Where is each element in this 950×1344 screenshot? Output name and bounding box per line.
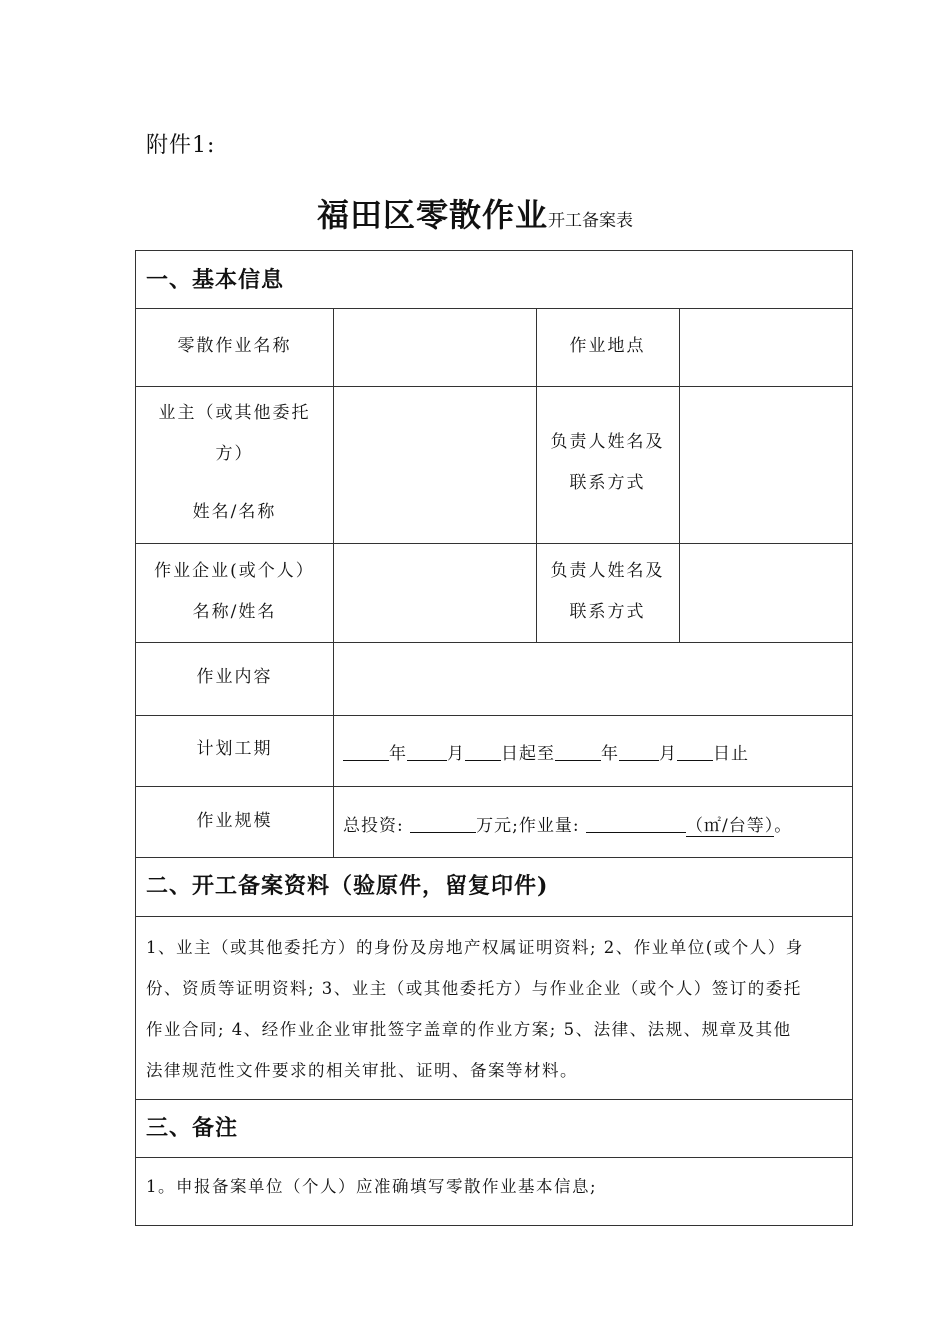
materials-text — [146, 927, 846, 1091]
contractor-label-line2: 名称/姓名 — [192, 602, 277, 622]
work-name-field[interactable] — [334, 309, 536, 386]
contractor-contact-label — [536, 551, 679, 633]
start-year-blank[interactable] — [343, 742, 389, 761]
rule — [136, 857, 852, 858]
registration-form — [135, 250, 853, 1226]
work-content-field[interactable] — [334, 643, 852, 715]
month2-text: 月 — [659, 744, 677, 764]
owner-label — [136, 393, 333, 533]
attachment-label: 附件1: — [146, 133, 216, 158]
day-to-text: 日止 — [713, 744, 749, 764]
end-month-blank[interactable] — [619, 742, 659, 761]
materials-line: 1、业主（或其他委托方）的身份及房地产权属证明资料; 2、作业单位(或个人）身 — [146, 938, 804, 957]
owner-label-line2: 方） — [215, 444, 254, 464]
owner-label-line3: 姓名/名称 — [192, 502, 277, 522]
quantity-blank[interactable] — [586, 814, 686, 833]
remarks-text — [146, 1166, 846, 1207]
section-remarks-heading: 三、备注 — [146, 1115, 239, 1141]
investment-blank[interactable] — [410, 814, 476, 833]
contractor-label-line1: 作业企业(或个人） — [154, 561, 315, 581]
owner-label-line1: 业主（或其他委托 — [158, 403, 311, 423]
owner-contact-label-line1: 负责人姓名及 — [550, 432, 665, 452]
owner-contact-field[interactable] — [680, 387, 852, 543]
start-month-blank[interactable] — [407, 742, 447, 761]
year-text: 年 — [389, 744, 407, 764]
investment-unit: 万元;作业量: — [476, 816, 580, 836]
rule — [136, 916, 852, 917]
section-basic-info-heading: 一、基本信息 — [146, 267, 285, 293]
owner-name-field[interactable] — [334, 387, 536, 543]
work-location-label: 作业地点 — [569, 336, 646, 356]
contractor-contact-field[interactable] — [680, 544, 852, 642]
materials-line: 作业合同; 4、经作业企业审批签字盖章的作业方案; 5、法律、法规、规章及其他 — [146, 1020, 792, 1039]
scale-end: 。 — [774, 816, 793, 836]
materials-line: 份、资质等证明资料; 3、业主（或其他委托方）与作业企业（或个人）签订的委托 — [146, 979, 802, 998]
owner-contact-label — [536, 422, 679, 504]
contractor-name-field[interactable] — [334, 544, 536, 642]
day-from-text: 日起至 — [501, 744, 555, 764]
quantity-unit: （㎡/台等） — [686, 816, 775, 836]
rule — [136, 1157, 852, 1158]
contractor-contact-label-line1: 负责人姓名及 — [550, 561, 665, 581]
end-year-blank[interactable] — [555, 742, 601, 761]
scale-field[interactable] — [343, 811, 792, 836]
section-materials-heading: 二、开工备案资料（验原件，留复印件) — [146, 873, 549, 899]
schedule-field[interactable] — [343, 739, 749, 764]
scale-label: 作业规模 — [196, 811, 273, 831]
schedule-label: 计划工期 — [196, 739, 273, 759]
start-day-blank[interactable] — [465, 742, 501, 761]
rule — [136, 786, 852, 787]
form-title-suffix: 开工备案表 — [548, 211, 633, 231]
work-content-label: 作业内容 — [196, 667, 273, 687]
end-day-blank[interactable] — [677, 742, 713, 761]
investment-prefix: 总投资: — [343, 816, 404, 836]
month-text: 月 — [447, 744, 465, 764]
work-name-label: 零散作业名称 — [177, 336, 292, 356]
materials-line: 法律规范性文件要求的相关审批、证明、备案等材料。 — [146, 1061, 578, 1080]
work-location-field[interactable] — [680, 309, 852, 386]
remarks-line: 1。申报备案单位（个人）应准确填写零散作业基本信息; — [146, 1177, 598, 1196]
owner-contact-label-line2: 联系方式 — [569, 473, 646, 493]
contractor-label — [136, 551, 333, 633]
year2-text: 年 — [601, 744, 619, 764]
form-title — [0, 190, 950, 236]
contractor-contact-label-line2: 联系方式 — [569, 602, 646, 622]
rule — [136, 1099, 852, 1100]
form-title-main: 福田区零散作业 — [316, 196, 548, 234]
rule — [136, 715, 852, 716]
